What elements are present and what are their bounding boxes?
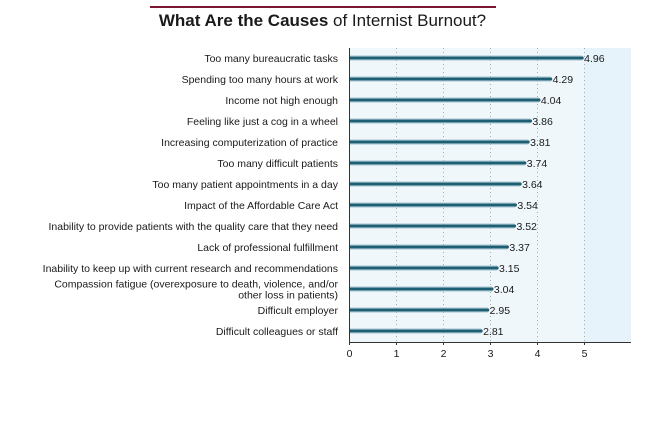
bar <box>349 120 530 123</box>
x-tick-label: 3 <box>487 348 494 360</box>
value-label: 3.04 <box>493 284 515 296</box>
x-tick-label: 1 <box>393 348 400 360</box>
category-label-line: Compassion fatigue (overexposure to death, violence, and/or <box>54 278 338 291</box>
value-label: 4.29 <box>552 74 574 86</box>
chart-title-bold: What Are the Causes <box>158 11 329 30</box>
value-label: 4.96 <box>584 53 605 65</box>
bar <box>349 204 515 207</box>
value-label: 3.52 <box>516 221 537 233</box>
plot-highlight-band <box>584 48 631 342</box>
category-label: Too many patient appointments in a day <box>152 179 338 191</box>
bar <box>349 288 492 291</box>
x-tick-label: 2 <box>440 348 447 360</box>
bar <box>349 183 520 186</box>
value-label: 3.81 <box>530 137 551 149</box>
bar <box>349 267 497 270</box>
x-tick-label: 4 <box>534 348 541 360</box>
category-label: Lack of professional fulfillment <box>197 242 338 254</box>
bar <box>349 246 507 249</box>
bar <box>349 225 514 228</box>
x-tick-label: 0 <box>346 348 353 360</box>
category-label: Inability to keep up with current research and recommendations <box>42 263 338 275</box>
value-label: 2.81 <box>483 326 504 338</box>
bar <box>349 162 525 165</box>
category-label: Spending too many hours at work <box>181 74 338 86</box>
value-label: 3.74 <box>526 158 548 170</box>
category-label: Impact of the Affordable Care Act <box>184 200 338 212</box>
category-label: Too many difficult patients <box>217 158 338 170</box>
chart-title-rest: of Internist Burnout? <box>328 11 487 30</box>
value-label: 4.04 <box>540 95 562 107</box>
bar <box>349 57 582 60</box>
value-label: 2.95 <box>489 305 511 317</box>
value-label: 3.86 <box>532 116 553 128</box>
value-label: 3.64 <box>522 179 543 191</box>
bar <box>349 78 551 81</box>
category-label <box>54 279 338 302</box>
value-label: 3.54 <box>517 200 538 212</box>
bar <box>349 330 481 333</box>
category-label: Feeling like just a cog in a wheel <box>186 116 338 128</box>
category-label: Difficult colleagues or staff <box>215 326 338 338</box>
value-label: 3.15 <box>499 263 520 275</box>
category-label-line: other loss in patients) <box>238 289 338 302</box>
category-label: Too many bureaucratic tasks <box>204 53 338 65</box>
category-label: Increasing computerization of practice <box>161 137 338 149</box>
category-label: Difficult employer <box>257 305 338 317</box>
bar <box>349 141 528 144</box>
category-label: Inability to provide patients with the quality care that they need <box>48 221 338 233</box>
bar <box>349 99 539 102</box>
x-tick-label: 5 <box>581 348 588 360</box>
category-label: Income not high enough <box>225 95 338 107</box>
bar <box>349 309 488 312</box>
value-label: 3.37 <box>509 242 530 254</box>
